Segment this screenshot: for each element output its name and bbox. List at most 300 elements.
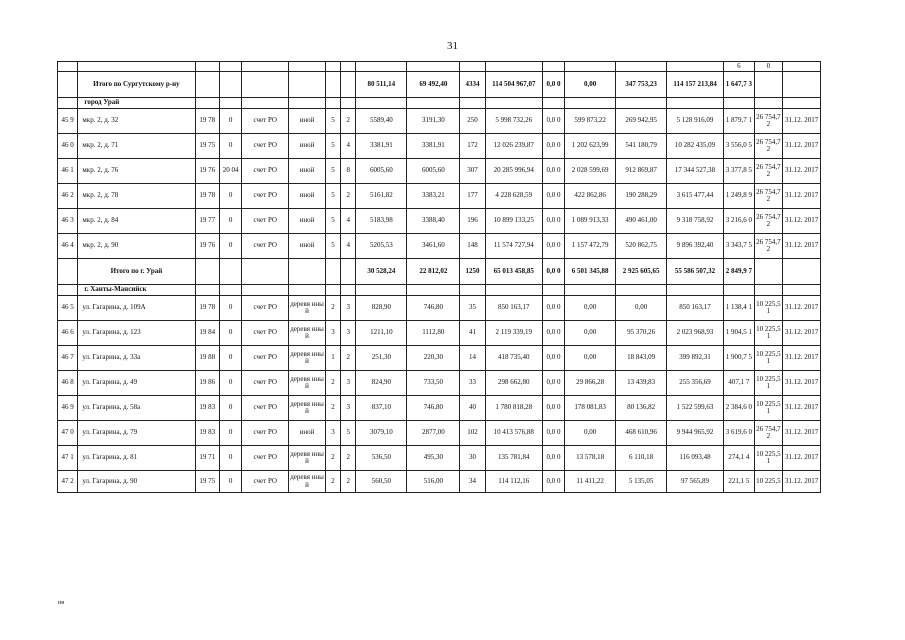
cell-residents: 33 xyxy=(460,371,485,396)
cell-deadline: 31.12. 2017 xyxy=(783,296,821,321)
table-row xyxy=(58,446,821,471)
cell-fund: 0,0 0 xyxy=(542,421,564,446)
cell-wall: деревя нный xyxy=(289,296,326,321)
cell-owners: 1 522 599,63 xyxy=(667,396,724,421)
cell-deadline: 31.12. 2017 xyxy=(783,421,821,446)
cell-address: ул. Гагарина, д. 79 xyxy=(78,421,195,446)
cell-fund: 0,0 0 xyxy=(542,371,564,396)
table-row xyxy=(58,371,821,396)
cell-wall: иной xyxy=(289,134,326,159)
cell-entrances: 3 xyxy=(341,296,356,321)
total-fund: 0,0 0 xyxy=(542,259,564,285)
cell-area-total: 837,10 xyxy=(356,396,407,421)
cell-account: счет РО xyxy=(242,209,289,234)
section-row-khanty xyxy=(58,285,821,296)
cell-entrances: 2 xyxy=(341,109,356,134)
cell-year2: 0 xyxy=(219,209,241,234)
cell-regional: 2 028 599,69 xyxy=(565,159,616,184)
section-row-uray xyxy=(58,98,821,109)
cell-num: 46 5 xyxy=(58,296,78,321)
cell-municipal: 190 288,29 xyxy=(616,184,667,209)
cell-deadline: 31.12. 2017 xyxy=(783,471,821,493)
total-area: 80 511,14 xyxy=(356,72,407,98)
cell-num: 46 6 xyxy=(58,321,78,346)
cell-floors: 1 xyxy=(325,346,340,371)
cell-owners: 9 896 392,40 xyxy=(667,234,724,259)
cell-deadline: 31.12. 2017 xyxy=(783,209,821,234)
cell-address: мкр. 2, д. 76 xyxy=(78,159,195,184)
cell-deadline: 31.12. 2017 xyxy=(783,446,821,471)
cell-entrances: 4 xyxy=(341,209,356,234)
cell-area-living: 2877,00 xyxy=(407,421,460,446)
cell-municipal: 6 110,18 xyxy=(616,446,667,471)
cell-entrances: 3 xyxy=(341,371,356,396)
cell-residents: 177 xyxy=(460,184,485,209)
cell-cost-total: 1 780 818,28 xyxy=(485,396,542,421)
cell-num: 45 9 xyxy=(58,109,78,134)
total-label: Итого по Сургутскому р-ну xyxy=(78,72,195,98)
cell-regional: 1 157 472,79 xyxy=(565,234,616,259)
cell-wall: иной xyxy=(289,109,326,134)
cell-entrances: 2 xyxy=(341,446,356,471)
total-owners: 114 157 213,84 xyxy=(667,72,724,98)
cell-municipal: 520 862,75 xyxy=(616,234,667,259)
total-row-surgut xyxy=(58,72,821,98)
cell-year2: 0 xyxy=(219,421,241,446)
cell-area-total: 3079,10 xyxy=(356,421,407,446)
total-regional: 0,00 xyxy=(565,72,616,98)
cell-floors: 5 xyxy=(325,159,340,184)
cell-floors: 2 xyxy=(325,296,340,321)
cell-entrances: 8 xyxy=(341,159,356,184)
cell-owners: 9 318 758,92 xyxy=(667,209,724,234)
cell-max-cost: 26 754,7 2 xyxy=(754,134,783,159)
cell-account: счет РО xyxy=(242,134,289,159)
cell-cost-total: 298 662,80 xyxy=(485,371,542,396)
table-body xyxy=(58,62,821,493)
cell-area-total: 5183,98 xyxy=(356,209,407,234)
cell-residents: 41 xyxy=(460,321,485,346)
cell-regional: 1 089 913,33 xyxy=(565,209,616,234)
cell-year2: 0 xyxy=(219,446,241,471)
cell-area-living: 3191,30 xyxy=(407,109,460,134)
cell-entrances: 2 xyxy=(341,184,356,209)
cell-cost-total: 11 574 727,94 xyxy=(485,234,542,259)
cell-max-cost: 10 225,5 1 xyxy=(754,321,783,346)
cell-year2: 0 xyxy=(219,396,241,421)
cell-year: 19 71 xyxy=(195,446,219,471)
cell-entrances: 4 xyxy=(341,134,356,159)
cell-cost-total: 418 735,40 xyxy=(485,346,542,371)
cell-wall: деревя нный xyxy=(289,471,326,493)
cell-area-total: 5589,40 xyxy=(356,109,407,134)
cell-area-living: 3381,91 xyxy=(407,134,460,159)
cell-max-cost: 10 225,5 xyxy=(754,471,783,493)
cell-num: 46 2 xyxy=(58,184,78,209)
cell-owners: 850 163,17 xyxy=(667,296,724,321)
cell-address: ул. Гагарина, д. 33а xyxy=(78,346,195,371)
cell-year2: 0 xyxy=(219,234,241,259)
cell-regional: 422 862,86 xyxy=(565,184,616,209)
cell-area-total: 828,90 xyxy=(356,296,407,321)
cell-floors: 5 xyxy=(325,109,340,134)
cell-cost-total: 10 413 576,88 xyxy=(485,421,542,446)
cell-municipal: 13 439,83 xyxy=(616,371,667,396)
cell-per-m2: 221,1 5 xyxy=(724,471,755,493)
footer-mark: нн xyxy=(58,600,65,606)
cell-floors: 5 xyxy=(325,234,340,259)
cell-num: 46 3 xyxy=(58,209,78,234)
cell-area-living: 3461,60 xyxy=(407,234,460,259)
total-area: 30 528,24 xyxy=(356,259,407,285)
cell-residents: 307 xyxy=(460,159,485,184)
cell-regional: 0,00 xyxy=(565,321,616,346)
cell-num: 46 9 xyxy=(58,396,78,421)
cell-address: ул. Гагарина, д. 90 xyxy=(78,471,195,493)
repair-register-table xyxy=(57,61,821,493)
cell-num: 47 0 xyxy=(58,421,78,446)
table-row xyxy=(58,209,821,234)
table-row xyxy=(58,421,821,446)
total-row-uray xyxy=(58,259,821,285)
total-residents: 4334 xyxy=(460,72,485,98)
cell-regional: 11 411,22 xyxy=(565,471,616,493)
cell-max-cost: 26 754,7 2 xyxy=(754,209,783,234)
cell-residents: 14 xyxy=(460,346,485,371)
cell-year2: 0 xyxy=(219,184,241,209)
cell-owners: 9 944 965,92 xyxy=(667,421,724,446)
cell-wall: деревя нный xyxy=(289,371,326,396)
cell-per-m2: 3 377,8 5 xyxy=(724,159,755,184)
cell-floors: 2 xyxy=(325,446,340,471)
cell-fund: 0,0 0 xyxy=(542,346,564,371)
cell-residents: 30 xyxy=(460,446,485,471)
cell-year: 19 75 xyxy=(195,134,219,159)
cell-per-m2: 3 216,6 0 xyxy=(724,209,755,234)
cell-num: 46 7 xyxy=(58,346,78,371)
cell-year2: 0 xyxy=(219,346,241,371)
cell-year: 19 76 xyxy=(195,159,219,184)
cell-max-cost: 26 754,7 2 xyxy=(754,184,783,209)
cell-fund: 0,0 0 xyxy=(542,446,564,471)
cell-regional: 0,00 xyxy=(565,346,616,371)
cell-per-m2: 3 343,7 5 xyxy=(724,234,755,259)
cell-account: счет РО xyxy=(242,184,289,209)
cell-municipal: 95 370,26 xyxy=(616,321,667,346)
cell-year: 19 78 xyxy=(195,184,219,209)
cell-address: ул. Гагарина, д. 81 xyxy=(78,446,195,471)
cell-year2: 0 xyxy=(219,471,241,493)
cell-year2: 0 xyxy=(219,371,241,396)
cell-deadline: 31.12. 2017 xyxy=(783,346,821,371)
cell-owners: 17 344 527,38 xyxy=(667,159,724,184)
carryover-row xyxy=(58,62,821,72)
cell-wall: иной xyxy=(289,184,326,209)
cell-year: 19 78 xyxy=(195,296,219,321)
cell-account: счет РО xyxy=(242,421,289,446)
total-residents: 1250 xyxy=(460,259,485,285)
cell-area-living: 516,00 xyxy=(407,471,460,493)
cell-area-total: 6005,60 xyxy=(356,159,407,184)
cell-year: 19 84 xyxy=(195,321,219,346)
cell-fund: 0,0 0 xyxy=(542,159,564,184)
cell-fund: 0,0 0 xyxy=(542,396,564,421)
cell-num: 47 2 xyxy=(58,471,78,493)
cell-deadline: 31.12. 2017 xyxy=(783,234,821,259)
cell-year2: 0 xyxy=(219,321,241,346)
total-owners: 55 586 507,32 xyxy=(667,259,724,285)
cell-num: 46 8 xyxy=(58,371,78,396)
cell-wall: иной xyxy=(289,234,326,259)
cell-floors: 2 xyxy=(325,371,340,396)
cell-max-cost: 26 754,7 2 xyxy=(754,159,783,184)
cell-year: 19 75 xyxy=(195,471,219,493)
cell-deadline: 31.12. 2017 xyxy=(783,109,821,134)
cell-area-living: 3388,40 xyxy=(407,209,460,234)
cell-owners: 116 093,48 xyxy=(667,446,724,471)
cell-cost-total: 10 899 133,25 xyxy=(485,209,542,234)
cell-residents: 196 xyxy=(460,209,485,234)
cell-municipal: 0,00 xyxy=(616,296,667,321)
cell-year2: 0 xyxy=(219,109,241,134)
cell-year: 19 78 xyxy=(195,109,219,134)
cell-account: счет РО xyxy=(242,446,289,471)
cell-owners: 3 615 477,44 xyxy=(667,184,724,209)
cell-municipal: 269 942,95 xyxy=(616,109,667,134)
cell-per-m2: 274,1 4 xyxy=(724,446,755,471)
total-municipal: 347 753,23 xyxy=(616,72,667,98)
total-living-area: 22 812,02 xyxy=(407,259,460,285)
cell-num: 47 1 xyxy=(58,446,78,471)
cell-per-m2: 1 900,7 5 xyxy=(724,346,755,371)
cell-municipal: 80 136,82 xyxy=(616,396,667,421)
cell-wall: иной xyxy=(289,159,326,184)
cell-area-total: 251,30 xyxy=(356,346,407,371)
cell-year2: 0 xyxy=(219,134,241,159)
cell-wall: деревя нный xyxy=(289,446,326,471)
cell-address: ул. Гагарина, д. 49 xyxy=(78,371,195,396)
cell-cost-total: 4 228 628,59 xyxy=(485,184,542,209)
cell-account: счет РО xyxy=(242,296,289,321)
cell-area-living: 3383,21 xyxy=(407,184,460,209)
table-row xyxy=(58,134,821,159)
cell-address: ул. Гагарина, д. 58а xyxy=(78,396,195,421)
cell-area-living: 746,80 xyxy=(407,296,460,321)
cell-max-cost: 26 754,7 2 xyxy=(754,421,783,446)
table-row xyxy=(58,184,821,209)
cell-floors: 3 xyxy=(325,421,340,446)
cell-max-cost: 10 225,5 1 xyxy=(754,396,783,421)
cell-per-m2: 1 138,4 1 xyxy=(724,296,755,321)
cell-cost-total: 850 163,17 xyxy=(485,296,542,321)
cell-residents: 250 xyxy=(460,109,485,134)
cell-cost-total: 20 285 996,94 xyxy=(485,159,542,184)
cell-year: 19 77 xyxy=(195,209,219,234)
cell-per-m2: 1 249,8 9 xyxy=(724,184,755,209)
cell-deadline: 31.12. 2017 xyxy=(783,184,821,209)
total-municipal: 2 925 605,65 xyxy=(616,259,667,285)
cell-residents: 148 xyxy=(460,234,485,259)
cell-deadline: 31.12. 2017 xyxy=(783,371,821,396)
cell-floors: 2 xyxy=(325,471,340,493)
cell-owners: 399 892,31 xyxy=(667,346,724,371)
total-cost: 114 504 967,07 xyxy=(485,72,542,98)
cell-area-living: 220,30 xyxy=(407,346,460,371)
cell-municipal: 5 135,05 xyxy=(616,471,667,493)
table-row xyxy=(58,471,821,493)
cell-max-cost: 10 225,5 1 xyxy=(754,346,783,371)
cell-wall: деревя нный xyxy=(289,396,326,421)
cell-owners: 10 282 435,09 xyxy=(667,134,724,159)
cell-per-m2: 1 904,5 1 xyxy=(724,321,755,346)
cell-account: счет РО xyxy=(242,321,289,346)
cell-account: счет РО xyxy=(242,396,289,421)
cell-area-living: 746,80 xyxy=(407,396,460,421)
total-cost: 65 013 458,85 xyxy=(485,259,542,285)
cell-account: счет РО xyxy=(242,346,289,371)
total-label: Итого по г. Урай xyxy=(78,259,195,285)
cell-fund: 0,0 0 xyxy=(542,209,564,234)
cell-address: мкр. 2, д. 84 xyxy=(78,209,195,234)
total-living-area: 69 492,40 xyxy=(407,72,460,98)
cell-per-m2: 2 384,6 0 xyxy=(724,396,755,421)
cell-fund: 0,0 0 xyxy=(542,296,564,321)
cell-regional: 13 578,18 xyxy=(565,446,616,471)
cell-area-total: 1211,10 xyxy=(356,321,407,346)
cell-address: мкр. 2, д. 78 xyxy=(78,184,195,209)
cell-area-living: 733,50 xyxy=(407,371,460,396)
cell-entrances: 4 xyxy=(341,234,356,259)
cell-account: счет РО xyxy=(242,109,289,134)
cell-fund: 0,0 0 xyxy=(542,234,564,259)
table-row xyxy=(58,296,821,321)
cell-fund: 0,0 0 xyxy=(542,109,564,134)
cell-deadline: 31.12. 2017 xyxy=(783,396,821,421)
cell-per-m2: 3 619,6 0 xyxy=(724,421,755,446)
cell-municipal: 468 610,96 xyxy=(616,421,667,446)
cell-address: мкр. 2, д. 71 xyxy=(78,134,195,159)
cell-owners: 5 128 916,09 xyxy=(667,109,724,134)
cell-regional: 178 081,83 xyxy=(565,396,616,421)
carryover-value: 6 xyxy=(724,62,755,72)
cell-num: 46 1 xyxy=(58,159,78,184)
table-row xyxy=(58,159,821,184)
cell-deadline: 31.12. 2017 xyxy=(783,134,821,159)
cell-year2: 20 04 xyxy=(219,159,241,184)
cell-residents: 102 xyxy=(460,421,485,446)
cell-floors: 5 xyxy=(325,209,340,234)
cell-address: ул. Гагарина, д. 109А xyxy=(78,296,195,321)
table-row xyxy=(58,321,821,346)
cell-year2: 0 xyxy=(219,296,241,321)
total-regional: 6 501 345,88 xyxy=(565,259,616,285)
cell-area-total: 560,50 xyxy=(356,471,407,493)
cell-per-m2: 407,1 7 xyxy=(724,371,755,396)
cell-area-total: 3381,91 xyxy=(356,134,407,159)
cell-residents: 172 xyxy=(460,134,485,159)
cell-area-total: 5161,82 xyxy=(356,184,407,209)
cell-area-living: 1112,80 xyxy=(407,321,460,346)
cell-max-cost: 26 754,7 2 xyxy=(754,109,783,134)
cell-address: ул. Гагарина, д. 123 xyxy=(78,321,195,346)
cell-regional: 1 202 623,99 xyxy=(565,134,616,159)
cell-owners: 97 565,89 xyxy=(667,471,724,493)
cell-address: мкр. 2, д. 90 xyxy=(78,234,195,259)
cell-fund: 0,0 0 xyxy=(542,184,564,209)
table-row xyxy=(58,346,821,371)
carryover-value: 0 xyxy=(754,62,783,72)
cell-cost-total: 2 119 339,19 xyxy=(485,321,542,346)
cell-year: 19 83 xyxy=(195,396,219,421)
cell-year: 19 88 xyxy=(195,346,219,371)
cell-entrances: 2 xyxy=(341,471,356,493)
cell-cost-total: 12 026 239,87 xyxy=(485,134,542,159)
cell-owners: 2 023 968,93 xyxy=(667,321,724,346)
total-per-m2: 2 849,9 7 xyxy=(724,259,755,285)
cell-per-m2: 1 879,7 1 xyxy=(724,109,755,134)
cell-floors: 3 xyxy=(325,321,340,346)
cell-municipal: 18 843,09 xyxy=(616,346,667,371)
cell-wall: иной xyxy=(289,421,326,446)
cell-year: 19 76 xyxy=(195,234,219,259)
cell-area-living: 495,30 xyxy=(407,446,460,471)
total-fund: 0,0 0 xyxy=(542,72,564,98)
page-number: 31 xyxy=(447,40,458,52)
cell-address: мкр. 2, д. 32 xyxy=(78,109,195,134)
cell-num: 46 4 xyxy=(58,234,78,259)
cell-fund: 0,0 0 xyxy=(542,134,564,159)
cell-regional: 0,00 xyxy=(565,421,616,446)
cell-entrances: 5 xyxy=(341,421,356,446)
section-title: город Урай xyxy=(78,98,195,109)
total-per-m2: 1 647,7 3 xyxy=(724,72,755,98)
cell-area-living: 6005,60 xyxy=(407,159,460,184)
cell-cost-total: 5 998 732,26 xyxy=(485,109,542,134)
cell-area-total: 536,50 xyxy=(356,446,407,471)
cell-owners: 255 356,69 xyxy=(667,371,724,396)
cell-per-m2: 3 556,0 5 xyxy=(724,134,755,159)
cell-max-cost: 26 754,7 2 xyxy=(754,234,783,259)
cell-floors: 2 xyxy=(325,396,340,421)
cell-wall: иной xyxy=(289,209,326,234)
table-row xyxy=(58,396,821,421)
cell-cost-total: 114 112,16 xyxy=(485,471,542,493)
cell-account: счет РО xyxy=(242,159,289,184)
cell-cost-total: 135 781,84 xyxy=(485,446,542,471)
cell-deadline: 31.12. 2017 xyxy=(783,159,821,184)
cell-residents: 40 xyxy=(460,396,485,421)
cell-municipal: 912 869,87 xyxy=(616,159,667,184)
cell-entrances: 3 xyxy=(341,321,356,346)
cell-residents: 35 xyxy=(460,296,485,321)
cell-account: счет РО xyxy=(242,471,289,493)
section-title: г. Ханты-Мансийск xyxy=(78,285,195,296)
cell-max-cost: 10 225,5 1 xyxy=(754,296,783,321)
cell-account: счет РО xyxy=(242,371,289,396)
cell-area-total: 5205,53 xyxy=(356,234,407,259)
cell-entrances: 3 xyxy=(341,396,356,421)
cell-max-cost: 10 225,5 1 xyxy=(754,446,783,471)
cell-regional: 0,00 xyxy=(565,296,616,321)
cell-year: 19 83 xyxy=(195,421,219,446)
table-row xyxy=(58,234,821,259)
table-row xyxy=(58,109,821,134)
cell-account: счет РО xyxy=(242,234,289,259)
cell-area-total: 824,90 xyxy=(356,371,407,396)
cell-regional: 599 873,22 xyxy=(565,109,616,134)
cell-wall: деревя нный xyxy=(289,321,326,346)
cell-wall: деревя нный xyxy=(289,346,326,371)
